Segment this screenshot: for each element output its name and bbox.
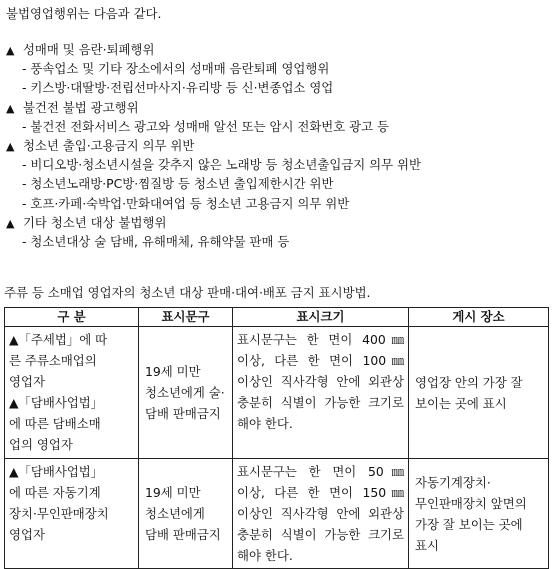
- section-heading: [6, 136, 546, 155]
- table-header-row: [5, 308, 549, 327]
- category-cell: ▲「담배사업법」 에 따른 자동기계 장치·무인판매장치 영업자: [5, 459, 139, 569]
- section-heading: [6, 40, 546, 59]
- column-header-place: 게시 장소: [409, 308, 549, 327]
- violation-list: [6, 40, 546, 251]
- section-item: - 키스방·대딸방·전립선마사지·유리방 등 신·변종업소 영업: [22, 80, 334, 96]
- triangle-bullet-icon: ▲: [6, 44, 15, 57]
- size-cell: 표시문구는 한 면이 400㎜ 이상, 다른 한 면이 100㎜ 이상인 직사각형 안에 외관상 충분히 식별이 가능한 크기로 해야 한다.: [233, 327, 409, 459]
- place-cell: 영업장 안의 가장 잘 보이는 곳에 표시: [409, 327, 549, 459]
- section-title: 기타 청소년 대상 불법행위: [22, 214, 167, 230]
- phrase-cell: 19세 미만 청소년에게 담배 판매금지: [139, 459, 233, 569]
- section-item: - 청소년대상 술 담배, 유해매체, 유해약물 판매 등: [22, 233, 290, 249]
- display-method-table: [4, 307, 549, 569]
- table-row: [5, 459, 549, 569]
- section-item: - 풍속업소 및 기타 장소에서의 성매매 음란퇴폐 영업행위: [22, 61, 330, 77]
- column-header-size: 표시크기: [233, 308, 409, 327]
- section-heading: [6, 213, 546, 232]
- section-heading: [6, 98, 546, 117]
- column-header-category: 구 분: [5, 308, 139, 327]
- section-title: 성매매 및 음란·퇴폐행위: [22, 42, 155, 57]
- intro-text: 불법영업행위는 다음과 같다.: [6, 6, 162, 21]
- triangle-bullet-icon: ▲: [6, 139, 15, 153]
- size-cell: 표시문구는 한 면이 50㎜ 이상, 다른 한 면이 150㎜ 이상인 직사각형 안에 외관상 충분히 식별이 가능한 크기로 해야 한다.: [233, 459, 409, 569]
- section-title: 청소년 출입·고용금지 의무 위반: [22, 137, 195, 153]
- table-row: [5, 327, 549, 459]
- section-title: 불건전 불법 광고행위: [22, 99, 139, 115]
- section-item: - 청소년노래방·PC방·찜질방 등 청소년 출입제한시간 위반: [22, 176, 334, 192]
- triangle-bullet-icon: ▲: [6, 216, 15, 230]
- category-cell: ▲「주세법」에 따 른 주류소매업의 영업자 ▲「담배사업법」 에 따른 담배소매 업의 영업자: [5, 327, 139, 459]
- section-item: - 호프·카페·숙박업·만화대여업 등 청소년 고용금지 의무 위반: [22, 195, 350, 211]
- column-header-phrase: 표시문구: [139, 308, 233, 327]
- place-cell: 자동기계장치·무인판매장치 앞면의 가장 잘 보이는 곳에 표시: [409, 459, 549, 569]
- section-item: - 비디오방·청소년시설을 갖추지 않은 노래방 등 청소년출입금지 의무 위반: [22, 157, 421, 173]
- table-caption: 주류 등 소매업 영업자의 청소년 대상 판매·대여·배포 금지 표시방법.: [4, 285, 371, 300]
- phrase-cell: 19세 미만 청소년에게 술·담배 판매금지: [139, 327, 233, 459]
- triangle-bullet-icon: ▲: [6, 101, 15, 115]
- section-item: - 불건전 전화서비스 광고와 성매매 알선 또는 암시 전화번호 광고 등: [22, 118, 390, 134]
